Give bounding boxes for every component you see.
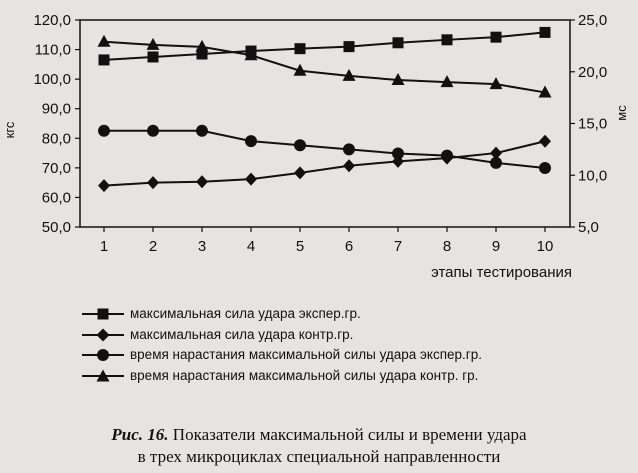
legend-entry <box>82 304 482 325</box>
caption-line-1 <box>0 424 638 446</box>
series-4 <box>98 35 552 98</box>
left-tick-label: 110,0 <box>34 41 71 59</box>
x-tick-label: 6 <box>344 238 354 255</box>
legend-entry <box>82 325 482 346</box>
x-tick-label: 7 <box>393 238 403 255</box>
chart-series <box>98 27 552 192</box>
data-point <box>148 51 159 62</box>
data-point <box>294 166 306 179</box>
data-point <box>245 135 257 147</box>
figure-caption <box>0 424 638 468</box>
left-tick-label: 100,0 <box>33 71 71 89</box>
data-point <box>98 179 110 192</box>
legend-label: максимальная сила удара контр.гр. <box>130 326 354 342</box>
x-tick-label: 9 <box>491 238 501 255</box>
data-point <box>540 27 551 38</box>
data-point <box>147 125 159 137</box>
caption-text: Показатели максимальной силы и времени удара <box>172 425 527 444</box>
data-point <box>99 54 110 65</box>
data-point <box>393 37 404 48</box>
data-point <box>98 125 110 137</box>
left-tick-label: 120,0 <box>33 12 71 29</box>
chart-frame <box>80 20 570 227</box>
left-axis-ticks <box>33 12 80 236</box>
figure-number: Рис. 16. <box>111 425 169 444</box>
right-axis-ticks <box>570 12 607 236</box>
y-right-axis-label: мс <box>614 105 629 121</box>
data-point <box>539 135 551 148</box>
legend-label: время нарастания максимальной силы удара контр. гр. <box>130 367 479 383</box>
data-point <box>392 148 404 160</box>
right-tick-label: 25,0 <box>578 12 608 29</box>
right-tick-label: 15,0 <box>578 115 608 133</box>
right-tick-label: 5,0 <box>578 219 599 236</box>
data-point <box>196 125 208 137</box>
data-point <box>490 157 502 169</box>
caption-line-2: в трех микроциклах специальной направленности <box>137 447 501 466</box>
data-point <box>294 139 306 151</box>
plot-border <box>80 20 570 227</box>
series-3 <box>98 125 551 174</box>
x-tick-label: 4 <box>246 238 256 255</box>
data-point <box>344 41 355 52</box>
x-tick-label: 5 <box>295 238 305 255</box>
x-tick-label: 3 <box>197 238 207 255</box>
legend-entry <box>82 366 482 387</box>
series-line <box>104 42 545 93</box>
data-point <box>491 32 502 43</box>
data-point <box>441 150 453 162</box>
right-tick-label: 10,0 <box>578 167 608 185</box>
left-tick-label: 90,0 <box>41 100 71 118</box>
data-point <box>295 43 306 54</box>
left-tick-label: 60,0 <box>41 189 71 207</box>
data-point <box>343 159 355 172</box>
data-point <box>539 162 551 174</box>
triangle-marker-icon <box>82 368 124 384</box>
data-point <box>98 35 111 47</box>
left-tick-label: 80,0 <box>41 130 71 148</box>
right-tick-label: 20,0 <box>578 63 608 81</box>
legend-label: максимальная сила удара экспер.гр. <box>130 306 361 321</box>
y-left-axis-label: кгс <box>2 121 17 139</box>
data-point <box>245 173 257 186</box>
data-point <box>442 34 453 45</box>
x-tick-label: 2 <box>148 238 158 255</box>
x-tick-label: 1 <box>99 238 109 255</box>
circle-marker-icon <box>82 347 124 363</box>
x-tick-label: 10 <box>536 238 554 255</box>
chart-legend <box>82 304 482 386</box>
data-point <box>343 143 355 155</box>
left-tick-label: 50,0 <box>41 219 71 236</box>
left-tick-label: 70,0 <box>41 159 71 177</box>
series-2 <box>98 135 551 192</box>
series-line <box>104 131 545 168</box>
diamond-marker-icon <box>82 327 124 343</box>
data-point <box>147 176 159 189</box>
x-axis-label: этапы тестирования <box>431 264 572 281</box>
legend-label: время нарастания максимальной силы удара экспер.гр. <box>130 347 482 362</box>
x-tick-label: 8 <box>442 238 452 255</box>
legend-entry <box>82 345 482 366</box>
data-point <box>196 175 208 188</box>
x-axis-ticks <box>100 227 554 255</box>
square-marker-icon <box>82 306 124 322</box>
